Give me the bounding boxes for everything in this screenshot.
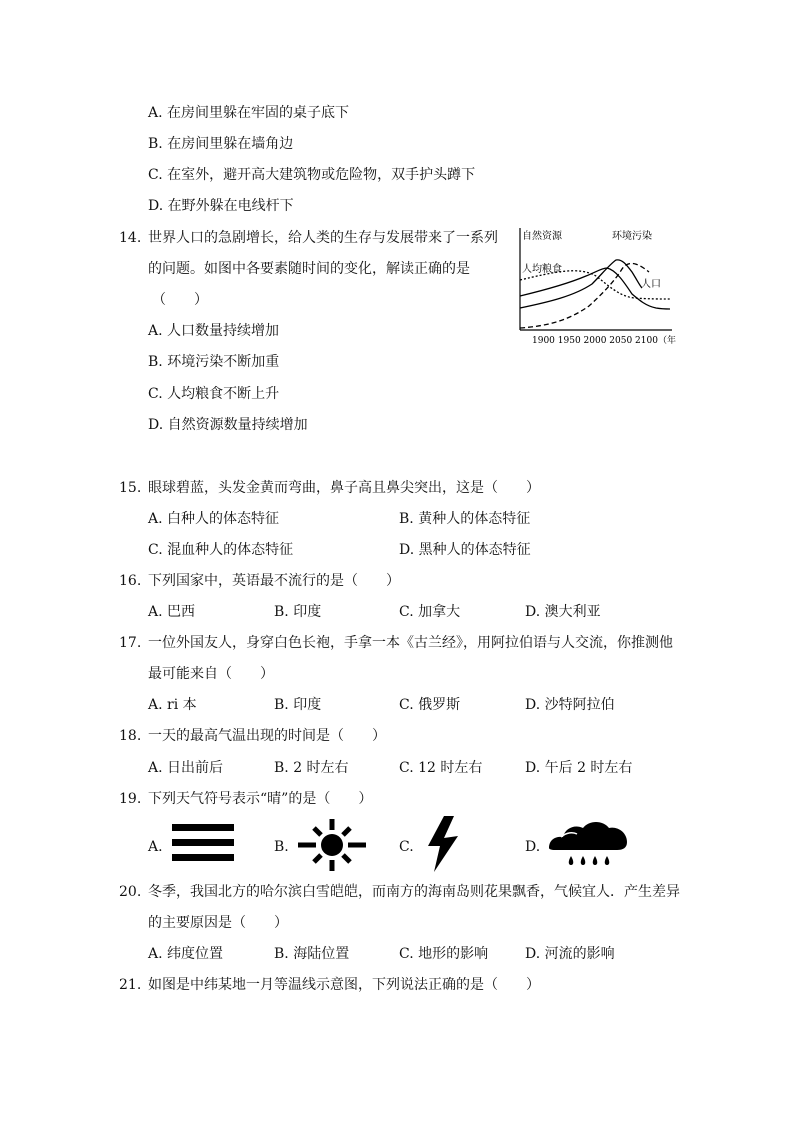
q15-option-c: C. 混血种人的体态特征	[148, 542, 294, 558]
q20-option-b: B. 海陆位置	[274, 946, 350, 962]
q21-number: 21.	[119, 977, 142, 993]
q17-option-c: C. 俄罗斯	[399, 697, 461, 713]
q13-option-a: A. 在房间里躲在牢固的桌子底下	[148, 105, 350, 121]
q17-text-line1: 一位外国友人，身穿白色长袍，手拿一本《古兰经》，用阿拉伯语与人交流，你推测他	[148, 635, 673, 651]
sun-icon	[296, 818, 368, 876]
label-population: 人口	[641, 279, 661, 290]
q15-text: 眼球碧蓝，头发金黄而弯曲，鼻子高且鼻尖突出，这是（ ）	[148, 480, 540, 496]
q14-option-b: B. 环境污染不断加重	[148, 354, 280, 370]
q18-option-d: D. 午后 2 时左右	[525, 760, 633, 776]
q20-option-a: A. 纬度位置	[148, 946, 224, 962]
q16-option-c: C. 加拿大	[399, 604, 461, 620]
q20-option-c: C. 地形的影响	[399, 946, 489, 962]
q14-number: 14.	[119, 230, 142, 246]
q21-text: 如图是中纬某地一月等温线示意图，下列说法正确的是（ ）	[148, 977, 540, 993]
q13-option-d: D. 在野外躲在电线杆下	[148, 198, 294, 214]
q14-text-line1: 世界人口的急剧增长，给人类的生存与发展带来了一系列	[148, 230, 498, 246]
q18-option-c: C. 12 时左右	[399, 760, 483, 776]
q16-number: 16.	[119, 573, 142, 589]
q20-number: 20.	[119, 884, 142, 900]
q19-option-c-letter: C.	[399, 839, 414, 855]
q20-option-d: D. 河流的影响	[525, 946, 615, 962]
q13-option-c: C. 在室外，避开高大建筑物或危险物，双手护头蹲下	[148, 167, 476, 183]
q18-text: 一天的最高气温出现的时间是（ ）	[148, 728, 386, 744]
fog-icon	[172, 822, 234, 868]
q16-text: 下列国家中，英语最不流行的是（ ）	[148, 573, 400, 589]
q15-option-d: D. 黑种人的体态特征	[399, 542, 531, 558]
q19-number: 19.	[119, 791, 142, 807]
rain-cloud-icon	[547, 818, 629, 874]
q16-option-d: D. 澳大利亚	[525, 604, 601, 620]
q18-option-a: A. 日出前后	[148, 760, 224, 776]
label-food: 人均粮食	[522, 264, 562, 275]
q14-option-d: D. 自然资源数量持续增加	[148, 417, 308, 433]
q19-option-a-letter: A.	[148, 839, 163, 855]
q18-option-b: B. 2 时左右	[274, 760, 349, 776]
q14-option-c: C. 人均粮食不断上升	[148, 386, 280, 402]
q14-option-a: A. 人口数量持续增加	[148, 323, 280, 339]
q17-text-line2: 最可能来自（ ）	[148, 666, 274, 682]
lightning-icon	[422, 816, 462, 876]
q16-option-a: A. 巴西	[148, 604, 196, 620]
q17-number: 17.	[119, 635, 142, 651]
q14-answer-blank: （ ）	[152, 292, 208, 308]
q17-option-d: D. 沙特阿拉伯	[525, 697, 615, 713]
q15-option-b: B. 黄种人的体态特征	[399, 511, 531, 527]
q19-text: 下列天气符号表示“晴”的是（ ）	[148, 791, 373, 807]
q15-option-a: A. 白种人的体态特征	[148, 511, 280, 527]
label-pollution: 环境污染	[612, 231, 652, 242]
q18-number: 18.	[119, 728, 142, 744]
q19-option-b-letter: B.	[274, 839, 289, 855]
q13-option-b: B. 在房间里躲在墙角边	[148, 136, 294, 152]
q14-population-figure	[514, 224, 676, 352]
q16-option-b: B. 印度	[274, 604, 322, 620]
q20-text-line2: 的主要原因是（ ）	[148, 915, 288, 931]
q20-text-line1: 冬季，我国北方的哈尔滨白雪皑皑，而南方的海南岛则花果飘香，气候宜人．产生差异	[148, 884, 680, 900]
label-resources: 自然资源	[522, 231, 562, 242]
q19-option-d-letter: D.	[525, 839, 541, 855]
q17-option-b: B. 印度	[274, 697, 322, 713]
q14-text-line2: 的问题。如图中各要素随时间的变化，解读正确的是	[148, 261, 470, 277]
x-tick-labels: 1900 1950 2000 2050 2100（年）	[532, 336, 676, 346]
q15-number: 15.	[119, 480, 142, 496]
q17-option-a: A. ri 本	[148, 697, 197, 713]
